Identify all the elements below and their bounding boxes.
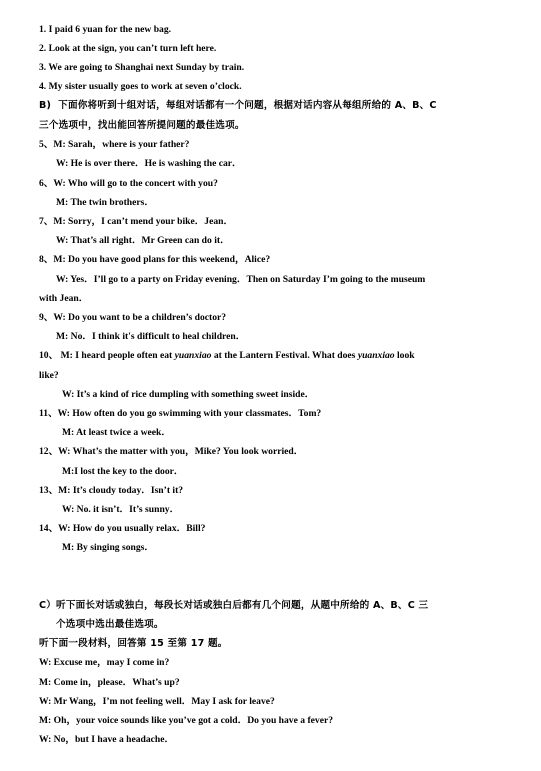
section-c-heading-1: C）听下面长对话或独白，每段长对话或独白后都有几个问题，从题中所给的 A、B、C 三 [39,600,429,611]
q11-line-1: 11、W: How often do you go swimming with your classmates．Tom? [39,408,322,419]
q10-text-post: look [394,350,415,361]
q10-term-yuanxiao-2: yuanxiao [357,350,395,361]
section-b-heading-2: 三个选项中，找出能回答所提问题的最佳选项。 [39,120,245,131]
q13-line-1: 13、M: It’s cloudy today．Isn’t it? [39,485,184,496]
q12-line-2: M:I lost the key to the door． [62,466,184,477]
q7-line-2: W: That’s all right．Mr Green can do it． [56,235,230,246]
q11-line-2: M: At least twice a week． [62,427,171,438]
q12-line-1: 12、W: What’s the matter with you，Mike? You look worried． [39,446,304,457]
section-c-heading-2: 个选项中选出最佳选项。 [56,619,164,630]
q9-line-2: M: No．I think it's difficult to heal children． [56,331,246,342]
q14-line-2: M: By singing songs． [62,542,154,553]
q7-line-1: 7、M: Sorry，I can’t mend your bike．Jean． [39,216,234,227]
q10-line-3: W: It’s a kind of rice dumpling with something sweet inside． [62,389,315,400]
sentence-2: 2. Look at the sign, you can’t turn left here. [39,43,217,54]
q6-line-1: 6、W: Who will go to the concert with you? [39,178,218,189]
q10-term-yuanxiao-1: yuanxiao [174,350,212,361]
q10-text-pre: 10、 M: I heard people often eat [39,350,175,361]
q14-line-1: 14、W: How do you usually relax．Bill? [39,523,206,534]
q6-line-2: M: The twin brothers． [56,197,154,208]
q8-line-1: 8、M: Do you have good plans for this weekend，Alice? [39,254,271,265]
q10-line-2: like? [39,370,59,381]
sentence-4: 4. My sister usually goes to work at seven o’clock. [39,81,242,92]
q5-line-1: 5、M: Sarah，where is your father? [39,139,190,150]
sentence-3: 3. We are going to Shanghai next Sunday by train. [39,62,245,73]
dialogue-line-1: W: Excuse me，may I come in? [39,657,170,668]
section-c-subheading: 听下面一段材料，回答第 15 至第 17 题。 [39,638,228,649]
q5-line-2: W: He is over there．He is washing the car． [56,158,242,169]
q10-text-mid: at the Lantern Festival. What does [211,350,358,361]
dialogue-line-3: W: Mr Wang，I’m not feeling well．May I ask for leave? [39,696,275,707]
q13-line-2: W: No. it isn’t．It’s sunny． [62,504,180,515]
q8-line-2: W: Yes．I’ll go to a party on Friday evening．Then on Saturday I’m going to the museum [56,274,426,285]
q10-line-1 [39,350,415,362]
sentence-1: 1. I paid 6 yuan for the new bag. [39,24,172,35]
dialogue-line-2: M: Come in，please．What’s up? [39,677,180,688]
dialogue-line-4: M: Oh，your voice sounds like you’ve got a cold．Do you have a fever? [39,715,334,726]
dialogue-line-5: W: No，but I have a headache． [39,734,175,745]
q8-line-3: with Jean． [39,293,89,304]
section-b-heading-1: B) 下面你将听到十组对话，每组对话都有一个问题，根据对话内容从每组所给的 A、B、C [39,100,437,111]
q9-line-1: 9、W: Do you want to be a children’s doctor? [39,312,227,323]
